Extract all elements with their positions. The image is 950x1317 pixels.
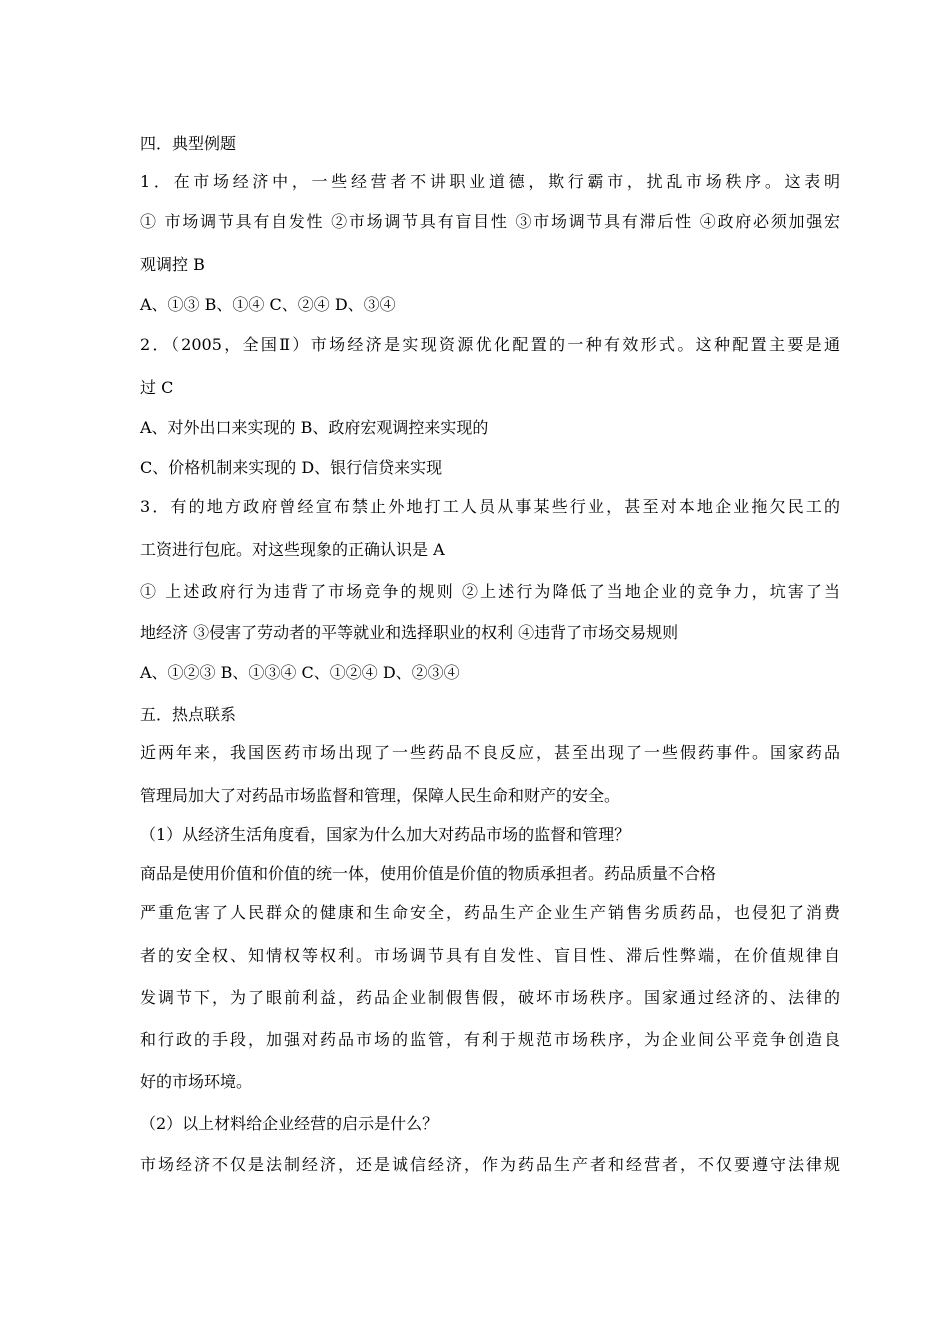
question-2-options-ab: A、对外出口来实现的 B、政府宏观调控来实现的	[140, 418, 489, 437]
question-3-stem-end: 工资进行包庇。对这些现象的正确认识是 A	[140, 540, 445, 559]
question-1-options: A、①③ B、①④ C、②④ D、③④	[140, 295, 396, 314]
question-2-stem-end: 过 C	[140, 378, 174, 397]
answer-1-line: 发调节下，为了眼前利益，药品企业制假售假，破坏市场秩序。国家通过经济的、法律的	[140, 988, 840, 1007]
question-1-statements-end: 观调控 B	[140, 255, 205, 274]
question-2-options-cd: C、价格机制来实现的 D、银行信贷来实现	[140, 458, 443, 477]
question-3-stem: 3．有的地方政府曾经宣布禁止外地打工人员从事某些行业，甚至对本地企业拖欠民工的	[140, 497, 840, 516]
question-3-options: A、①②③ B、①③④ C、①②④ D、②③④	[140, 663, 460, 682]
material-paragraph-line: 管理局加大了对药品市场监督和管理，保障人民生命和财产的安全。	[140, 786, 621, 805]
sub-question-2: （2）以上材料给企业经营的启示是什么？	[140, 1114, 439, 1133]
section-heading-hot-topics: 五．热点联系	[140, 705, 237, 724]
answer-1-line: 者的安全权、知情权等权利。市场调节具有自发性、盲目性、滞后性弊端，在价值规律自	[140, 946, 840, 965]
question-1-statements: ① 市场调节具有自发性 ②市场调节具有盲目性 ③市场调节具有滞后性 ④政府必须加强宏	[140, 212, 840, 231]
question-2-stem: 2．（2005，全国Ⅱ）市场经济是实现资源优化配置的一种有效形式。这种配置主要是通	[140, 335, 840, 354]
answer-1-line: 严重危害了人民群众的健康和生命安全，药品生产企业生产销售劣质药品，也侵犯了消费	[140, 903, 840, 922]
answer-1-line: 和行政的手段，加强对药品市场的监管，有利于规范市场秩序，为企业间公平竞争创造良	[140, 1030, 840, 1049]
sub-question-1: （1）从经济生活角度看，国家为什么加大对药品市场的监督和管理？	[140, 825, 631, 844]
section-heading-typical-examples: 四．典型例题	[140, 134, 237, 153]
material-paragraph-line: 近两年来，我国医药市场出现了一些药品不良反应，甚至出现了一些假药事件。国家药品	[140, 743, 840, 762]
answer-1-line: 商品是使用价值和价值的统一体，使用价值是价值的物质承担者。药品质量不合格	[140, 864, 717, 883]
question-1-stem: 1．在市场经济中，一些经营者不讲职业道德，欺行霸市，扰乱市场秩序。这表明	[140, 172, 840, 191]
answer-2-line: 市场经济不仅是法制经济，还是诚信经济，作为药品生产者和经营者，不仅要遵守法律规	[140, 1155, 840, 1174]
question-3-statements: ① 上述政府行为违背了市场竞争的规则 ②上述行为降低了当地企业的竞争力，坑害了当	[140, 582, 840, 601]
question-3-statements-end: 地经济 ③侵害了劳动者的平等就业和选择职业的权利 ④违背了市场交易规则	[140, 623, 679, 642]
answer-1-line: 好的市场环境。	[140, 1072, 253, 1091]
